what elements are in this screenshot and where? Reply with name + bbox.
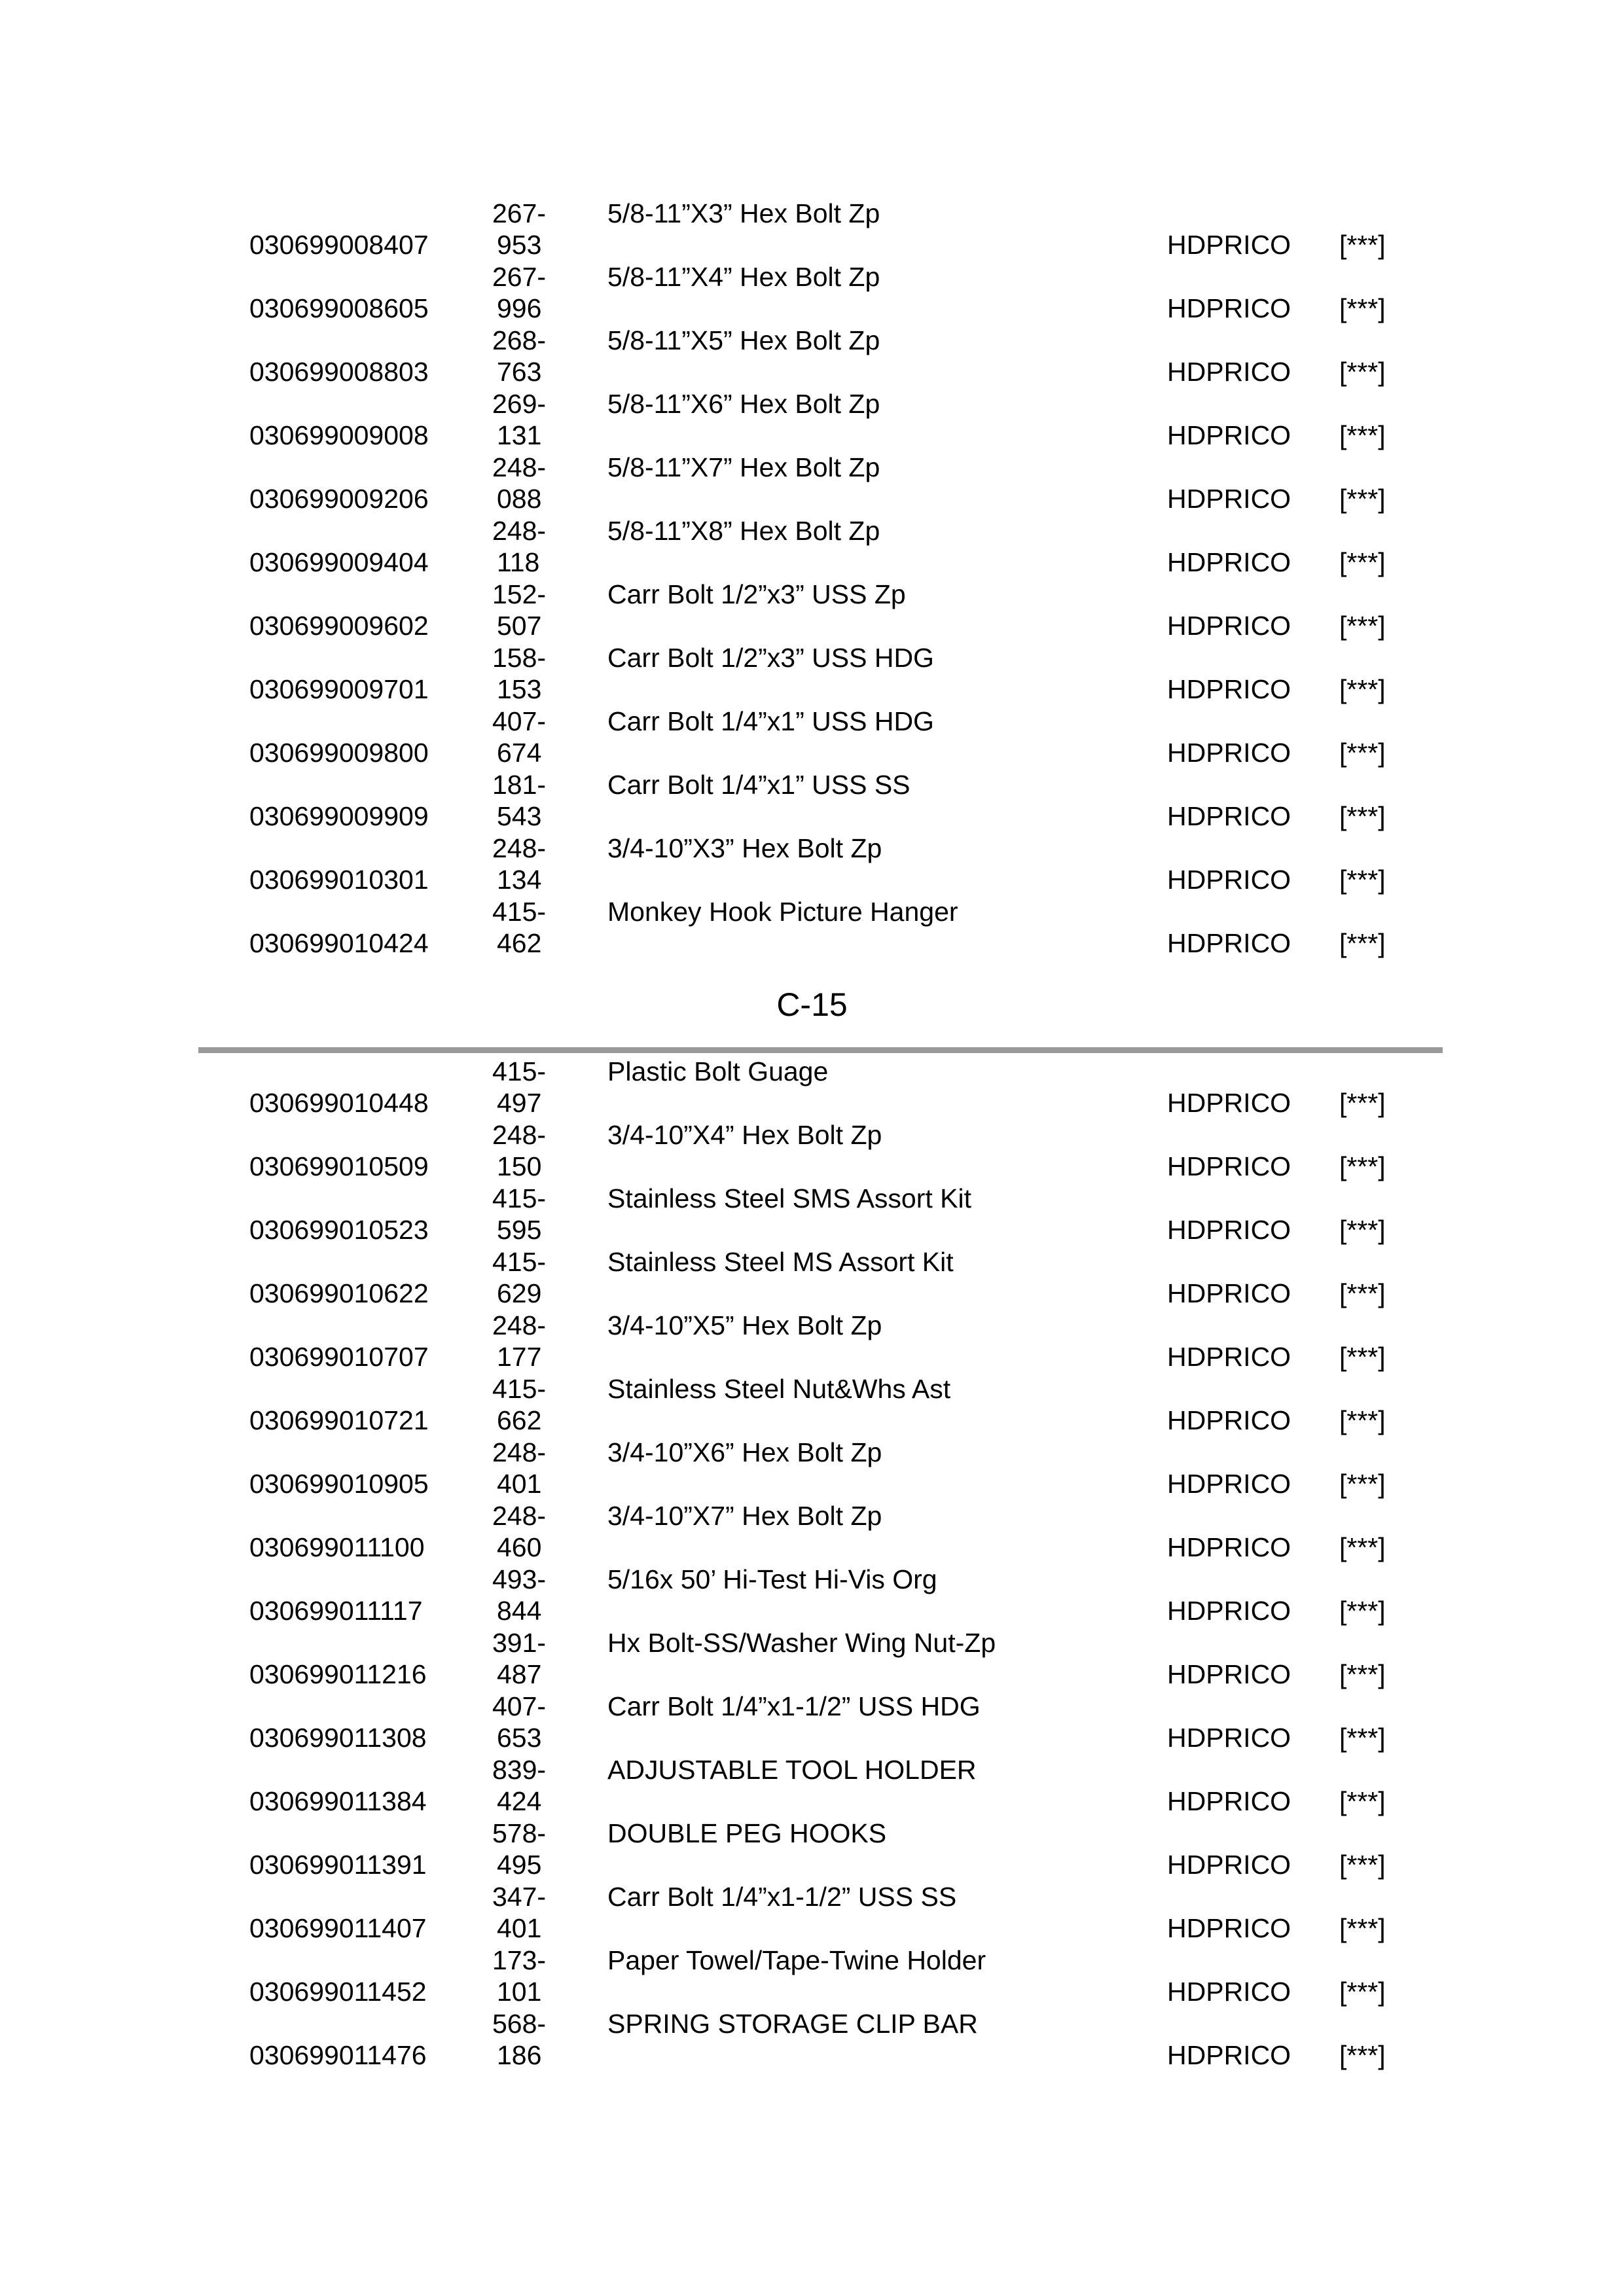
product-description: Paper Towel/Tape-Twine Holder [607,1945,986,1975]
product-row [0,1691,1624,1754]
sku-suffix: 460 [497,1532,542,1562]
product-row [0,706,1624,769]
vendor-code: HDPRICO [1167,1659,1291,1689]
product-description: Carr Bolt 1/4”x1” USS HDG [607,706,934,736]
upc-code: 030699010523 [249,1215,429,1245]
sku-suffix: 497 [497,1088,542,1118]
vendor-code: HDPRICO [1167,1913,1291,1943]
price-redacted: [***] [1339,738,1386,768]
sku-suffix: 996 [497,293,542,323]
price-redacted: [***] [1339,1913,1386,1943]
upc-code: 030699009404 [249,547,429,577]
sku-suffix: 507 [497,611,542,641]
sku-suffix: 487 [497,1659,542,1689]
vendor-code: HDPRICO [1167,1532,1291,1562]
upc-code: 030699009800 [249,738,429,768]
sku-suffix: 150 [497,1151,542,1181]
upc-code: 030699010622 [249,1278,429,1308]
product-row [0,1373,1624,1437]
vendor-code: HDPRICO [1167,1786,1291,1816]
price-redacted: [***] [1339,1723,1386,1753]
sku-prefix: 268- [492,325,547,355]
sku-prefix: 267- [492,198,547,228]
price-redacted: [***] [1339,1278,1386,1308]
sku-prefix: 415- [492,897,547,927]
upc-code: 030699009602 [249,611,429,641]
product-list-top [0,198,1624,960]
upc-code: 030699011452 [249,1977,427,2007]
product-description: 5/16x 50’ Hi-Test Hi-Vis Org [607,1564,937,1594]
page-divider [198,1047,1443,1053]
price-redacted: [***] [1339,2040,1386,2070]
sku-prefix: 269- [492,389,547,419]
product-description: Monkey Hook Picture Hanger [607,897,958,927]
sku-suffix: 153 [497,674,542,704]
sku-prefix: 347- [492,1882,547,1912]
upc-code: 030699011384 [249,1786,427,1816]
product-row [0,1881,1624,1945]
price-redacted: [***] [1339,611,1386,641]
vendor-code: HDPRICO [1167,738,1291,768]
product-row [0,1945,1624,2008]
product-row [0,1246,1624,1310]
product-description: 5/8-11”X5” Hex Bolt Zp [607,325,880,355]
product-row [0,1818,1624,1881]
vendor-code: HDPRICO [1167,1151,1291,1181]
vendor-code: HDPRICO [1167,484,1291,514]
product-description: SPRING STORAGE CLIP BAR [607,2009,978,2039]
sku-suffix: 674 [497,738,542,768]
vendor-code: HDPRICO [1167,420,1291,450]
sku-prefix: 267- [492,262,547,292]
vendor-code: HDPRICO [1167,611,1291,641]
vendor-code: HDPRICO [1167,2040,1291,2070]
vendor-code: HDPRICO [1167,357,1291,387]
sku-prefix: 248- [492,516,547,546]
sku-prefix: 158- [492,643,547,673]
vendor-code: HDPRICO [1167,928,1291,958]
page-number: C-15 [776,986,848,1023]
product-row [0,388,1624,452]
sku-suffix: 134 [497,865,542,895]
upc-code: 030699008605 [249,293,429,323]
product-description: Carr Bolt 1/4”x1-1/2” USS SS [607,1882,957,1912]
product-row [0,1500,1624,1564]
sku-suffix: 595 [497,1215,542,1245]
price-redacted: [***] [1339,420,1386,450]
product-description: 3/4-10”X6” Hex Bolt Zp [607,1437,882,1467]
sku-prefix: 248- [492,1437,547,1467]
product-row [0,261,1624,325]
sku-suffix: 186 [497,2040,542,2070]
vendor-code: HDPRICO [1167,1405,1291,1435]
price-redacted: [***] [1339,1659,1386,1689]
price-redacted: [***] [1339,674,1386,704]
price-redacted: [***] [1339,1977,1386,2007]
sku-suffix: 844 [497,1596,542,1626]
product-row [0,769,1624,833]
sku-suffix: 953 [497,230,542,260]
sku-suffix: 543 [497,801,542,831]
product-description: DOUBLE PEG HOOKS [607,1818,887,1848]
sku-prefix: 248- [492,1501,547,1531]
upc-code: 030699010448 [249,1088,429,1118]
upc-code: 030699008407 [249,230,429,260]
sku-prefix: 578- [492,1818,547,1848]
sku-suffix: 088 [497,484,542,514]
product-row [0,1119,1624,1183]
vendor-code: HDPRICO [1167,1977,1291,2007]
upc-code: 030699011391 [249,1850,427,1880]
price-redacted: [***] [1339,1151,1386,1181]
product-row [0,896,1624,960]
sku-suffix: 495 [497,1850,542,1880]
product-description: Stainless Steel SMS Assort Kit [607,1183,972,1213]
price-redacted: [***] [1339,1786,1386,1816]
sku-prefix: 181- [492,770,547,800]
price-redacted: [***] [1339,1469,1386,1499]
vendor-code: HDPRICO [1167,801,1291,831]
product-description: Carr Bolt 1/2”x3” USS Zp [607,579,906,609]
product-description: Plastic Bolt Guage [607,1056,829,1086]
product-row [0,1437,1624,1500]
upc-code: 030699008803 [249,357,429,387]
product-description: ADJUSTABLE TOOL HOLDER [607,1755,977,1785]
sku-suffix: 118 [497,547,540,577]
upc-code: 030699011476 [249,2040,427,2070]
sku-suffix: 401 [497,1913,542,1943]
product-row [0,1183,1624,1246]
product-description: Hx Bolt-SS/Washer Wing Nut-Zp [607,1628,996,1658]
price-redacted: [***] [1339,865,1386,895]
upc-code: 030699010509 [249,1151,429,1181]
product-description: 3/4-10”X7” Hex Bolt Zp [607,1501,882,1531]
sku-suffix: 401 [497,1469,542,1499]
vendor-code: HDPRICO [1167,1850,1291,1880]
product-row [0,515,1624,579]
sku-suffix: 763 [497,357,542,387]
price-redacted: [***] [1339,357,1386,387]
sku-prefix: 248- [492,452,547,482]
product-description: 5/8-11”X7” Hex Bolt Zp [607,452,880,482]
product-row [0,833,1624,896]
price-redacted: [***] [1339,230,1386,260]
vendor-code: HDPRICO [1167,1088,1291,1118]
sku-prefix: 152- [492,579,547,609]
sku-suffix: 424 [497,1786,542,1816]
vendor-code: HDPRICO [1167,1596,1291,1626]
vendor-code: HDPRICO [1167,1723,1291,1753]
product-row [0,1754,1624,1818]
sku-prefix: 391- [492,1628,547,1658]
vendor-code: HDPRICO [1167,547,1291,577]
product-description: 5/8-11”X8” Hex Bolt Zp [607,516,880,546]
vendor-code: HDPRICO [1167,865,1291,895]
product-row [0,325,1624,388]
sku-suffix: 101 [497,1977,542,2007]
upc-code: 030699011117 [249,1596,423,1626]
sku-suffix: 662 [497,1405,542,1435]
product-description: Carr Bolt 1/2”x3” USS HDG [607,643,934,673]
sku-suffix: 629 [497,1278,542,1308]
sku-prefix: 407- [492,706,547,736]
product-row [0,1056,1624,1119]
product-row [0,642,1624,706]
sku-prefix: 493- [492,1564,547,1594]
sku-prefix: 568- [492,2009,547,2039]
price-redacted: [***] [1339,1850,1386,1880]
price-redacted: [***] [1339,801,1386,831]
vendor-code: HDPRICO [1167,1342,1291,1372]
upc-code: 030699011308 [249,1723,427,1753]
product-description: 5/8-11”X6” Hex Bolt Zp [607,389,880,419]
sku-prefix: 415- [492,1056,547,1086]
upc-code: 030699009701 [249,674,429,704]
sku-suffix: 131 [497,420,542,450]
product-row [0,198,1624,261]
price-redacted: [***] [1339,293,1386,323]
upc-code: 030699010424 [249,928,429,958]
upc-code: 030699011100 [249,1532,425,1562]
vendor-code: HDPRICO [1167,1215,1291,1245]
sku-prefix: 415- [492,1374,547,1404]
upc-code: 030699010905 [249,1469,429,1499]
price-redacted: [***] [1339,1215,1386,1245]
product-row [0,1564,1624,1627]
product-description: 5/8-11”X4” Hex Bolt Zp [607,262,880,292]
price-redacted: [***] [1339,547,1386,577]
product-row [0,1310,1624,1373]
price-redacted: [***] [1339,1532,1386,1562]
product-description: 5/8-11”X3” Hex Bolt Zp [607,198,880,228]
product-description: Stainless Steel MS Assort Kit [607,1247,954,1277]
upc-code: 030699009008 [249,420,429,450]
upc-code: 030699011216 [249,1659,427,1689]
price-redacted: [***] [1339,484,1386,514]
upc-code: 030699011407 [249,1913,427,1943]
price-redacted: [***] [1339,928,1386,958]
vendor-code: HDPRICO [1167,1278,1291,1308]
product-description: Carr Bolt 1/4”x1-1/2” USS HDG [607,1691,981,1721]
price-redacted: [***] [1339,1405,1386,1435]
vendor-code: HDPRICO [1167,674,1291,704]
sku-suffix: 462 [497,928,542,958]
sku-prefix: 415- [492,1247,547,1277]
price-redacted: [***] [1339,1596,1386,1626]
upc-code: 030699010301 [249,865,429,895]
sku-prefix: 415- [492,1183,547,1213]
upc-code: 030699009909 [249,801,429,831]
sku-prefix: 248- [492,1310,547,1340]
product-row [0,579,1624,642]
price-redacted: [***] [1339,1088,1386,1118]
product-row [0,452,1624,515]
product-row [0,1627,1624,1691]
product-description: 3/4-10”X5” Hex Bolt Zp [607,1310,882,1340]
upc-code: 030699010707 [249,1342,429,1372]
product-description: 3/4-10”X3” Hex Bolt Zp [607,833,882,863]
product-row [0,2008,1624,2072]
vendor-code: HDPRICO [1167,230,1291,260]
upc-code: 030699010721 [249,1405,429,1435]
sku-prefix: 173- [492,1945,547,1975]
sku-suffix: 177 [497,1342,542,1372]
product-list-bottom [0,1056,1624,2072]
vendor-code: HDPRICO [1167,293,1291,323]
sku-prefix: 248- [492,1120,547,1150]
vendor-code: HDPRICO [1167,1469,1291,1499]
product-description: Carr Bolt 1/4”x1” USS SS [607,770,911,800]
sku-suffix: 653 [497,1723,542,1753]
price-redacted: [***] [1339,1342,1386,1372]
upc-code: 030699009206 [249,484,429,514]
product-description: 3/4-10”X4” Hex Bolt Zp [607,1120,882,1150]
product-description: Stainless Steel Nut&Whs Ast [607,1374,951,1404]
sku-prefix: 248- [492,833,547,863]
sku-prefix: 839- [492,1755,547,1785]
sku-prefix: 407- [492,1691,547,1721]
